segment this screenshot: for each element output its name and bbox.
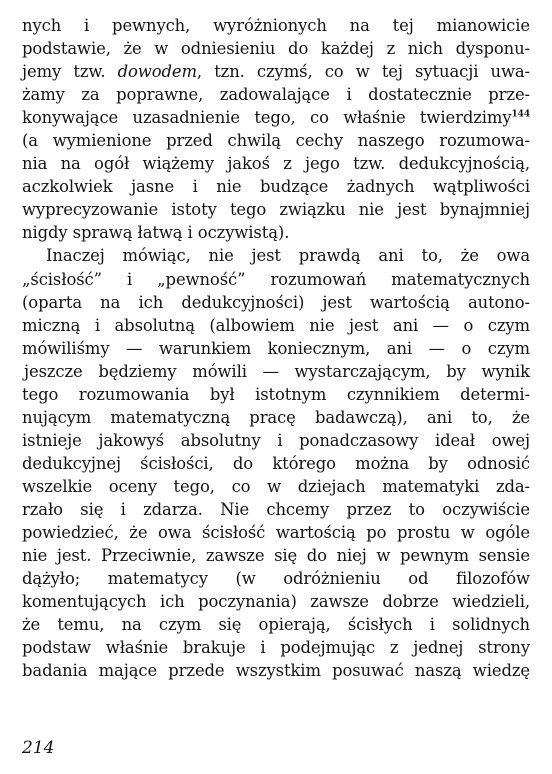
body-text — [22, 14, 530, 682]
footnote-marker: 144 — [511, 109, 530, 120]
text-line: wyprecyzowanie istoty tego związku nie jest bynajmniej — [22, 200, 530, 220]
text-line: istnieje jakowyś absolutny i ponadczasowy ideał owej — [22, 430, 530, 450]
text-line-with-footnote — [22, 106, 530, 129]
emphasized-word: dowodem — [117, 62, 197, 82]
text-line: (oparta na ich dedukcyjności) jest wartością autono- — [22, 292, 530, 312]
text-line: powiedzieć, że owa ścisłość wartością po prostu w ogóle — [22, 523, 530, 543]
text-line: nia na ogół wiążemy jakoś z jego tzw. dedukcyjnością, — [22, 154, 530, 174]
text-line: miczną i absolutną (albowiem nie jest ani — o czym — [22, 315, 530, 335]
text-line: jeszcze będziemy mówili — wystarczającym, by wynik — [24, 361, 530, 381]
text-line-content: konywające uzasadnienie tego, co właśnie twierdzimy — [22, 108, 512, 128]
text-line: „ścisłość” i „pewność” rozumowań matematycznych — [22, 269, 530, 289]
text-line: nującym matematyczną pracę badawczą), ani to, że — [22, 407, 530, 427]
text-line: mówiliśmy — warunkiem koniecznym, ani — o czym — [22, 338, 530, 358]
text-line: dedukcyjnej ścisłości, do którego można by odnosić — [22, 453, 530, 473]
text-line: dążyło; matematycy (w odróżnieniu od filozofów — [22, 569, 530, 589]
text-line: (a wymienione przed chwilą cechy naszego rozumowa- — [22, 131, 530, 151]
text-line: wszelkie oceny tego, co w dziejach matematyki zda- — [22, 476, 530, 496]
text-line: aczkolwiek jasne i nie budzące żadnych wątpliwości — [22, 177, 530, 197]
text-line: badania mające przede wszystkim posuwać naszą wiedzę — [22, 661, 530, 681]
paragraph-first-line: Inaczej mówiąc, nie jest prawdą ani to, że owa — [46, 246, 530, 266]
text-line: że temu, na czym się opierają, ścisłych i solidnych — [22, 615, 530, 635]
text-line: tego rozumowania był istotnym czynnikiem determi- — [22, 384, 530, 404]
text-line: podstaw właśnie brakuje i podejmując z jednej strony — [22, 638, 530, 658]
page-number: 214 — [22, 738, 55, 758]
text-line: nie jest. Przeciwnie, zawsze się do niej w pewnym sensie — [22, 546, 530, 566]
text-line: nych i pewnych, wyróżnionych na tej mianowicie — [22, 16, 530, 35]
text-line: podstawie, że w odniesieniu do każdej z nich dysponu- — [22, 39, 530, 59]
paragraph-last-line: nigdy sprawą łatwą i oczywistą). — [22, 223, 290, 243]
text-line: rzało się i zdarza. Nie chcemy przez to oczywiście — [22, 499, 530, 519]
text-line: jemy tzw. dowodem, tzn. czymś, co w tej sytuacji uwa- — [22, 62, 530, 82]
text-line: komentujących ich poczynania) zawsze dobrze wiedzieli, — [22, 592, 530, 612]
text-line: żamy za poprawne, zadowalające i dostatecznie prze- — [22, 85, 530, 105]
